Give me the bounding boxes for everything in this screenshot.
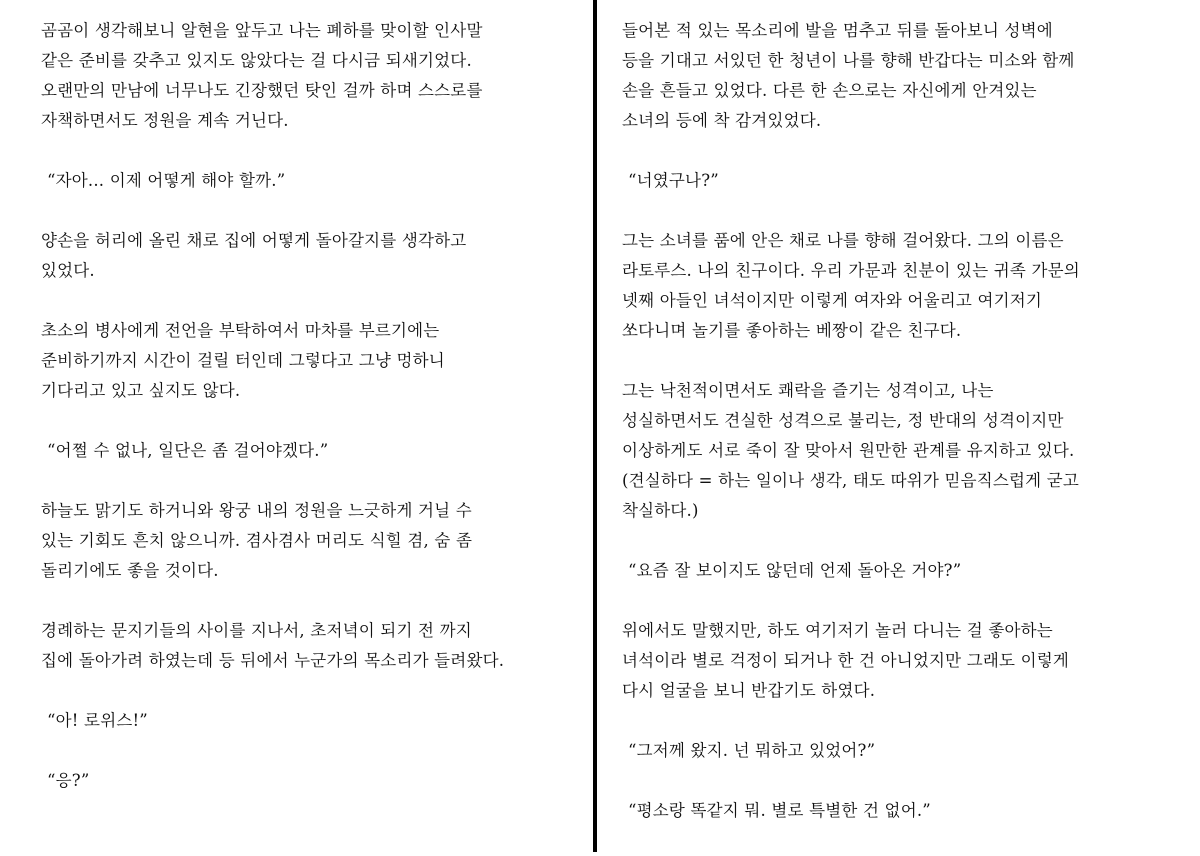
dialogue-line: “평소랑 똑같지 뭐. 별로 특별한 건 없어.” xyxy=(628,801,931,820)
paragraph: 양손을 허리에 올린 채로 집에 어떻게 돌아갈지를 생각하고 있었다. xyxy=(41,231,467,280)
dialogue-line: “어쩔 수 없나, 일단은 좀 걸어야겠다.” xyxy=(47,441,329,460)
paragraph: 위에서도 말했지만, 하도 여기저기 놀러 다니는 걸 좋아하는 녀석이라 별로 걱정이 되거나 한 건 아니었지만 그래도 이렇게 다시 얼굴을 보니 반갑기도 하였다. xyxy=(622,621,1070,700)
paragraph: 그는 낙천적이면서도 쾌락을 즐기는 성격이고, 나는 성실하면서도 견실한 성격으로 불리는, 정 반대의 성격이지만 이상하게도 서로 죽이 잘 맞아서 원만한 관계를 유지하고 있다. (견실하다 = 하는 일이나 생각, 태도 따위가 믿음직스럽게 굳고 착실하다.) xyxy=(622,381,1080,520)
left-column xyxy=(41,16,586,826)
dialogue-line: “아! 로위스!” xyxy=(47,711,148,730)
column-divider xyxy=(593,0,597,852)
dialogue-line: “응?” xyxy=(47,771,90,790)
paragraph: 경례하는 문지기들의 사이를 지나서, 초저녁이 되기 전 까지 집에 돌아가려 하였는데 등 뒤에서 누군가의 목소리가 들려왔다. xyxy=(41,621,505,670)
paragraph: 초소의 병사에게 전언을 부탁하여서 마차를 부르기에는 준비하기까지 시간이 걸릴 터인데 그렇다고 그냥 멍하니 기다리고 있고 싶지도 않다. xyxy=(41,321,445,400)
paragraph: 하늘도 맑기도 하거니와 왕궁 내의 정원을 느긋하게 거닐 수 있는 기회도 흔치 않으니까. 겸사겸사 머리도 식힐 겸, 숨 좀 돌리기에도 좋을 것이다. xyxy=(41,501,473,580)
dialogue-line: “자아... 이제 어떻게 해야 할까.” xyxy=(47,171,286,190)
dialogue-line: “그저께 왔지. 넌 뭐하고 있었어?” xyxy=(628,741,876,760)
paragraph: 들어본 적 있는 목소리에 발을 멈추고 뒤를 돌아보니 성벽에 등을 기대고 서있던 한 청년이 나를 향해 반갑다는 미소와 함께 손을 흔들고 있었다. 다른 한 손으로는 자신에게 안겨있는 소녀의 등에 착 감겨있었다. xyxy=(622,21,1075,130)
dialogue-line: “요즘 잘 보이지도 않던데 언제 돌아온 거야?” xyxy=(628,561,962,580)
paragraph: 곰곰이 생각해보니 알현을 앞두고 나는 폐하를 맞이할 인사말 같은 준비를 갖추고 있지도 않았다는 걸 다시금 되새기었다. 오랜만의 만남에 너무나도 긴장했던 탓인 걸까 하며 스스로를 자책하면서도 정원을 계속 거닌다. xyxy=(41,21,483,130)
dialogue-line: “너였구나?” xyxy=(628,171,719,190)
paragraph: 그는 소녀를 품에 안은 채로 나를 향해 걸어왔다. 그의 이름은 라토루스. 나의 친구이다. 우리 가문과 친분이 있는 귀족 가문의 넷째 아들인 녀석이지만 이렇게 여자와 어울리고 여기저기 쏘다니며 놀기를 좋아하는 베짱이 같은 친구다. xyxy=(622,231,1080,340)
right-column xyxy=(622,16,1187,856)
